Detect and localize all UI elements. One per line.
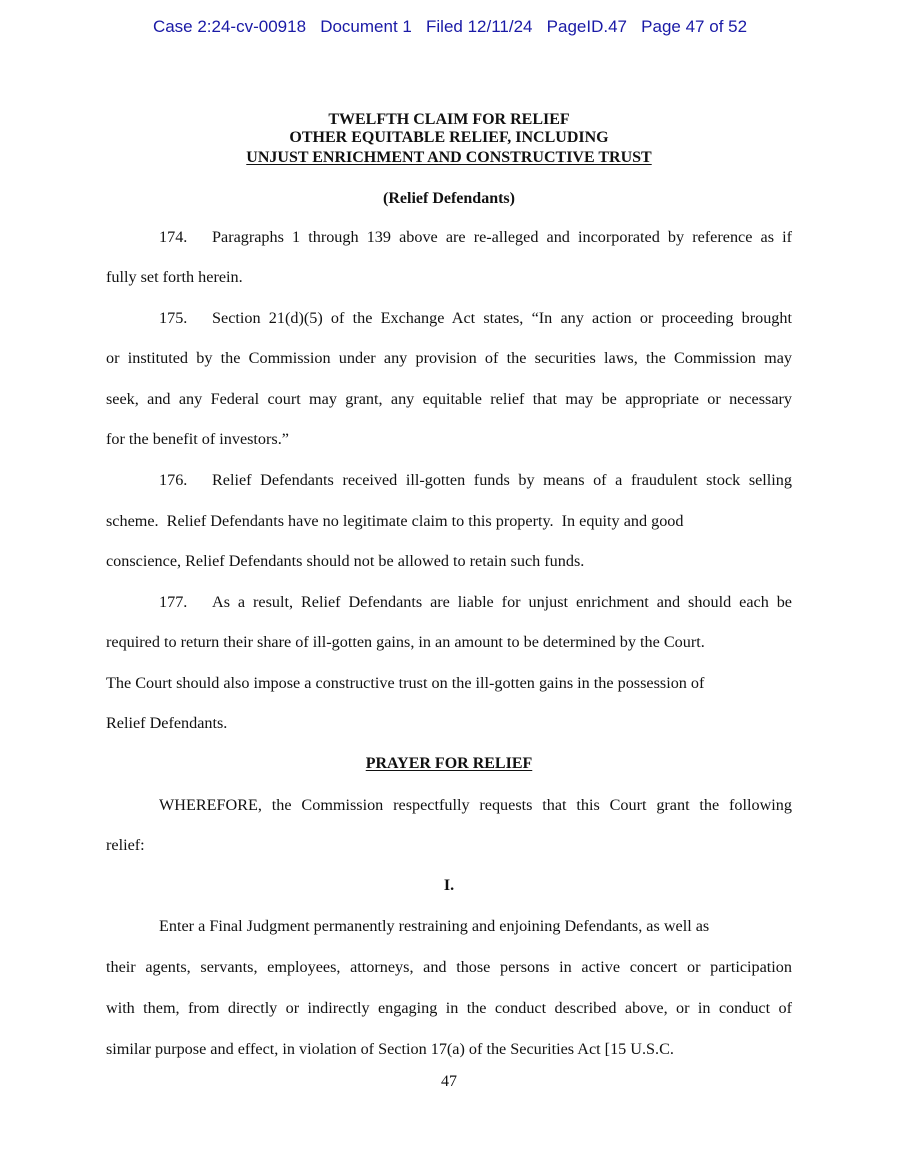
claim-title-line2: OTHER EQUITABLE RELIEF, INCLUDING (289, 129, 609, 146)
section-line: their agents, servants, employees, attorneys, and those persons in active concert or participation (106, 958, 792, 976)
paragraph-175-line: for the benefit of investors.” (106, 430, 289, 448)
prayer-title: PRAYER FOR RELIEF (365, 755, 533, 772)
paragraph-177-line: Relief Defendants. (106, 714, 228, 732)
paragraph-177-line: 177. As a result, Relief Defendants are liable for unjust enrichment and should each be (159, 593, 792, 611)
paragraph-174-line: 174. Paragraphs 1 through 139 above are re-alleged and incorporated by reference as if (159, 228, 792, 246)
claim-subtitle: (Relief Defendants) (383, 190, 515, 207)
prayer-intro-line: relief: (106, 836, 145, 854)
prayer-intro-line: WHEREFORE, the Commission respectfully requests that this Court grant the following (159, 796, 792, 814)
paragraph-177-line: The Court should also impose a constructive trust on the ill-gotten gains in the possession of (106, 674, 705, 692)
paragraph-number: 175. (159, 309, 188, 327)
paragraph-175-line: 175. Section 21(d)(5) of the Exchange Act states, “In any action or proceeding brought (159, 309, 792, 327)
paragraph-176-line: conscience, Relief Defendants should not be allowed to retain such funds. (106, 552, 585, 570)
paragraph-176-line: scheme. Relief Defendants have no legitimate claim to this property. In equity and good (106, 512, 684, 530)
paragraph-176-line: 176. Relief Defendants received ill-gotten funds by means of a fraudulent stock selling (159, 471, 792, 489)
section-label: I. (443, 877, 455, 894)
section-line: similar purpose and effect, in violation of Section 17(a) of the Securities Act [15 U.S.C. (106, 1040, 674, 1058)
paragraph-number: 174. (159, 228, 188, 246)
court-filing-stamp: Case 2:24-cv-00918 Document 1 Filed 12/11/24 PageID.47 Page 47 of 52 (152, 17, 748, 36)
section-line: Enter a Final Judgment permanently restraining and enjoining Defendants, as well as (159, 917, 710, 935)
page-number: 47 (441, 1073, 457, 1090)
section-line: with them, from directly or indirectly engaging in the conduct described above, or in conduct of (106, 999, 792, 1017)
paragraph-177-line: required to return their share of ill-gotten gains, in an amount to be determined by the Court. (106, 633, 705, 651)
paragraph-175-line: or instituted by the Commission under any provision of the securities laws, the Commission may (106, 349, 792, 367)
claim-title-line3: UNJUST ENRICHMENT AND CONSTRUCTIVE TRUST (246, 149, 652, 166)
paragraph-174-line: fully set forth herein. (106, 268, 243, 286)
paragraph-175-line: seek, and any Federal court may grant, any equitable relief that may be appropriate or necessary (106, 390, 792, 408)
claim-title: TWELFTH CLAIM FOR RELIEF (328, 111, 570, 128)
paragraph-number: 176. (159, 471, 188, 489)
paragraph-number: 177. (159, 593, 188, 611)
